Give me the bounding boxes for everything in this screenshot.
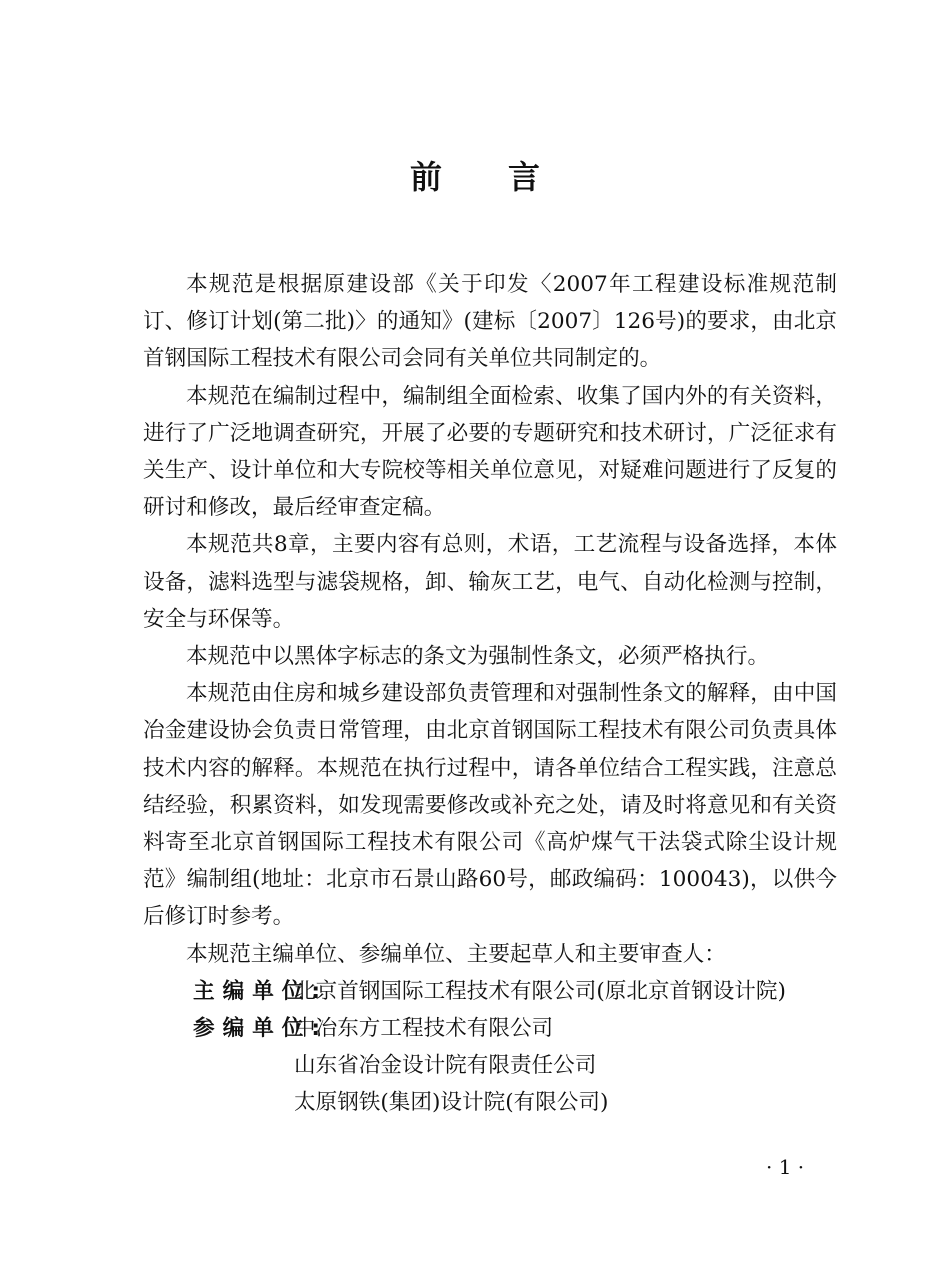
paragraph-chapters: 本规范共8章，主要内容有总则，术语，工艺流程与设备选择，本体设备，滤料选型与滤袋规格，卸、输灰工艺，电气、自动化检测与控制，安全与环保等。 (143, 532, 837, 632)
chief-unit-label: 主编单位: (193, 978, 329, 1004)
preface-body (143, 266, 837, 1122)
paragraph-units-intro: 本规范主编单位、参编单位、主要起草人和主要审查人： (186, 941, 726, 967)
chief-unit-values (294, 973, 837, 1010)
page-title (0, 152, 950, 198)
participating-units-label: 参编单位: (193, 1016, 329, 1042)
participating-units-row (143, 1010, 837, 1122)
participating-units-values (294, 1010, 837, 1122)
participating-unit: 中冶东方工程技术有限公司 (294, 1016, 554, 1042)
title-char-1: 前 (409, 158, 442, 196)
participating-unit: 山东省冶金设计院有限责任公司 (294, 1053, 597, 1079)
paragraph-process: 本规范在编制过程中，编制组全面检索、收集了国内外的有关资料，进行了广泛地调查研究，开展了必要的专题研究和技术研讨，广泛征求有关生产、设计单位和大专院校等相关单位意见，对疑难问题进行了反复的研讨和修改，最后经审查定稿。 (143, 383, 837, 521)
page-number: · 1 · (766, 1155, 805, 1179)
paragraph-management: 本规范由住房和城乡建设部负责管理和对强制性条文的解释，由中国冶金建设协会负责日常管理，由北京首钢国际工程技术有限公司负责具体技术内容的解释。本规范在执行过程中，请各单位结合工程实践，注意总结经验，积累资料，如发现需要修改或补充之处，请及时将意见和有关资料寄至北京首钢国际工程技术有限公司《高炉煤气干法袋式除尘设计规范》编制组(地址：北京市石景山路60号，邮政编码：100043)，以供今后修订时参考。 (143, 681, 837, 930)
title-char-2: 言 (508, 158, 541, 196)
chief-unit-row (143, 973, 837, 1010)
paragraph-mandatory: 本规范中以黑体字标志的条文为强制性条文，必须严格执行。 (186, 644, 770, 670)
paragraph-origin: 本规范是根据原建设部《关于印发〈2007年工程建设标准规范制订、修订计划(第二批)〉的通知》(建标〔2007〕126号)的要求，由北京首钢国际工程技术有限公司会同有关单位共同制定的。 (143, 272, 837, 372)
chief-unit-name: 北京首钢国际工程技术有限公司(原北京首钢设计院) (294, 978, 786, 1004)
participating-unit: 太原钢铁(集团)设计院(有限公司) (294, 1090, 609, 1116)
